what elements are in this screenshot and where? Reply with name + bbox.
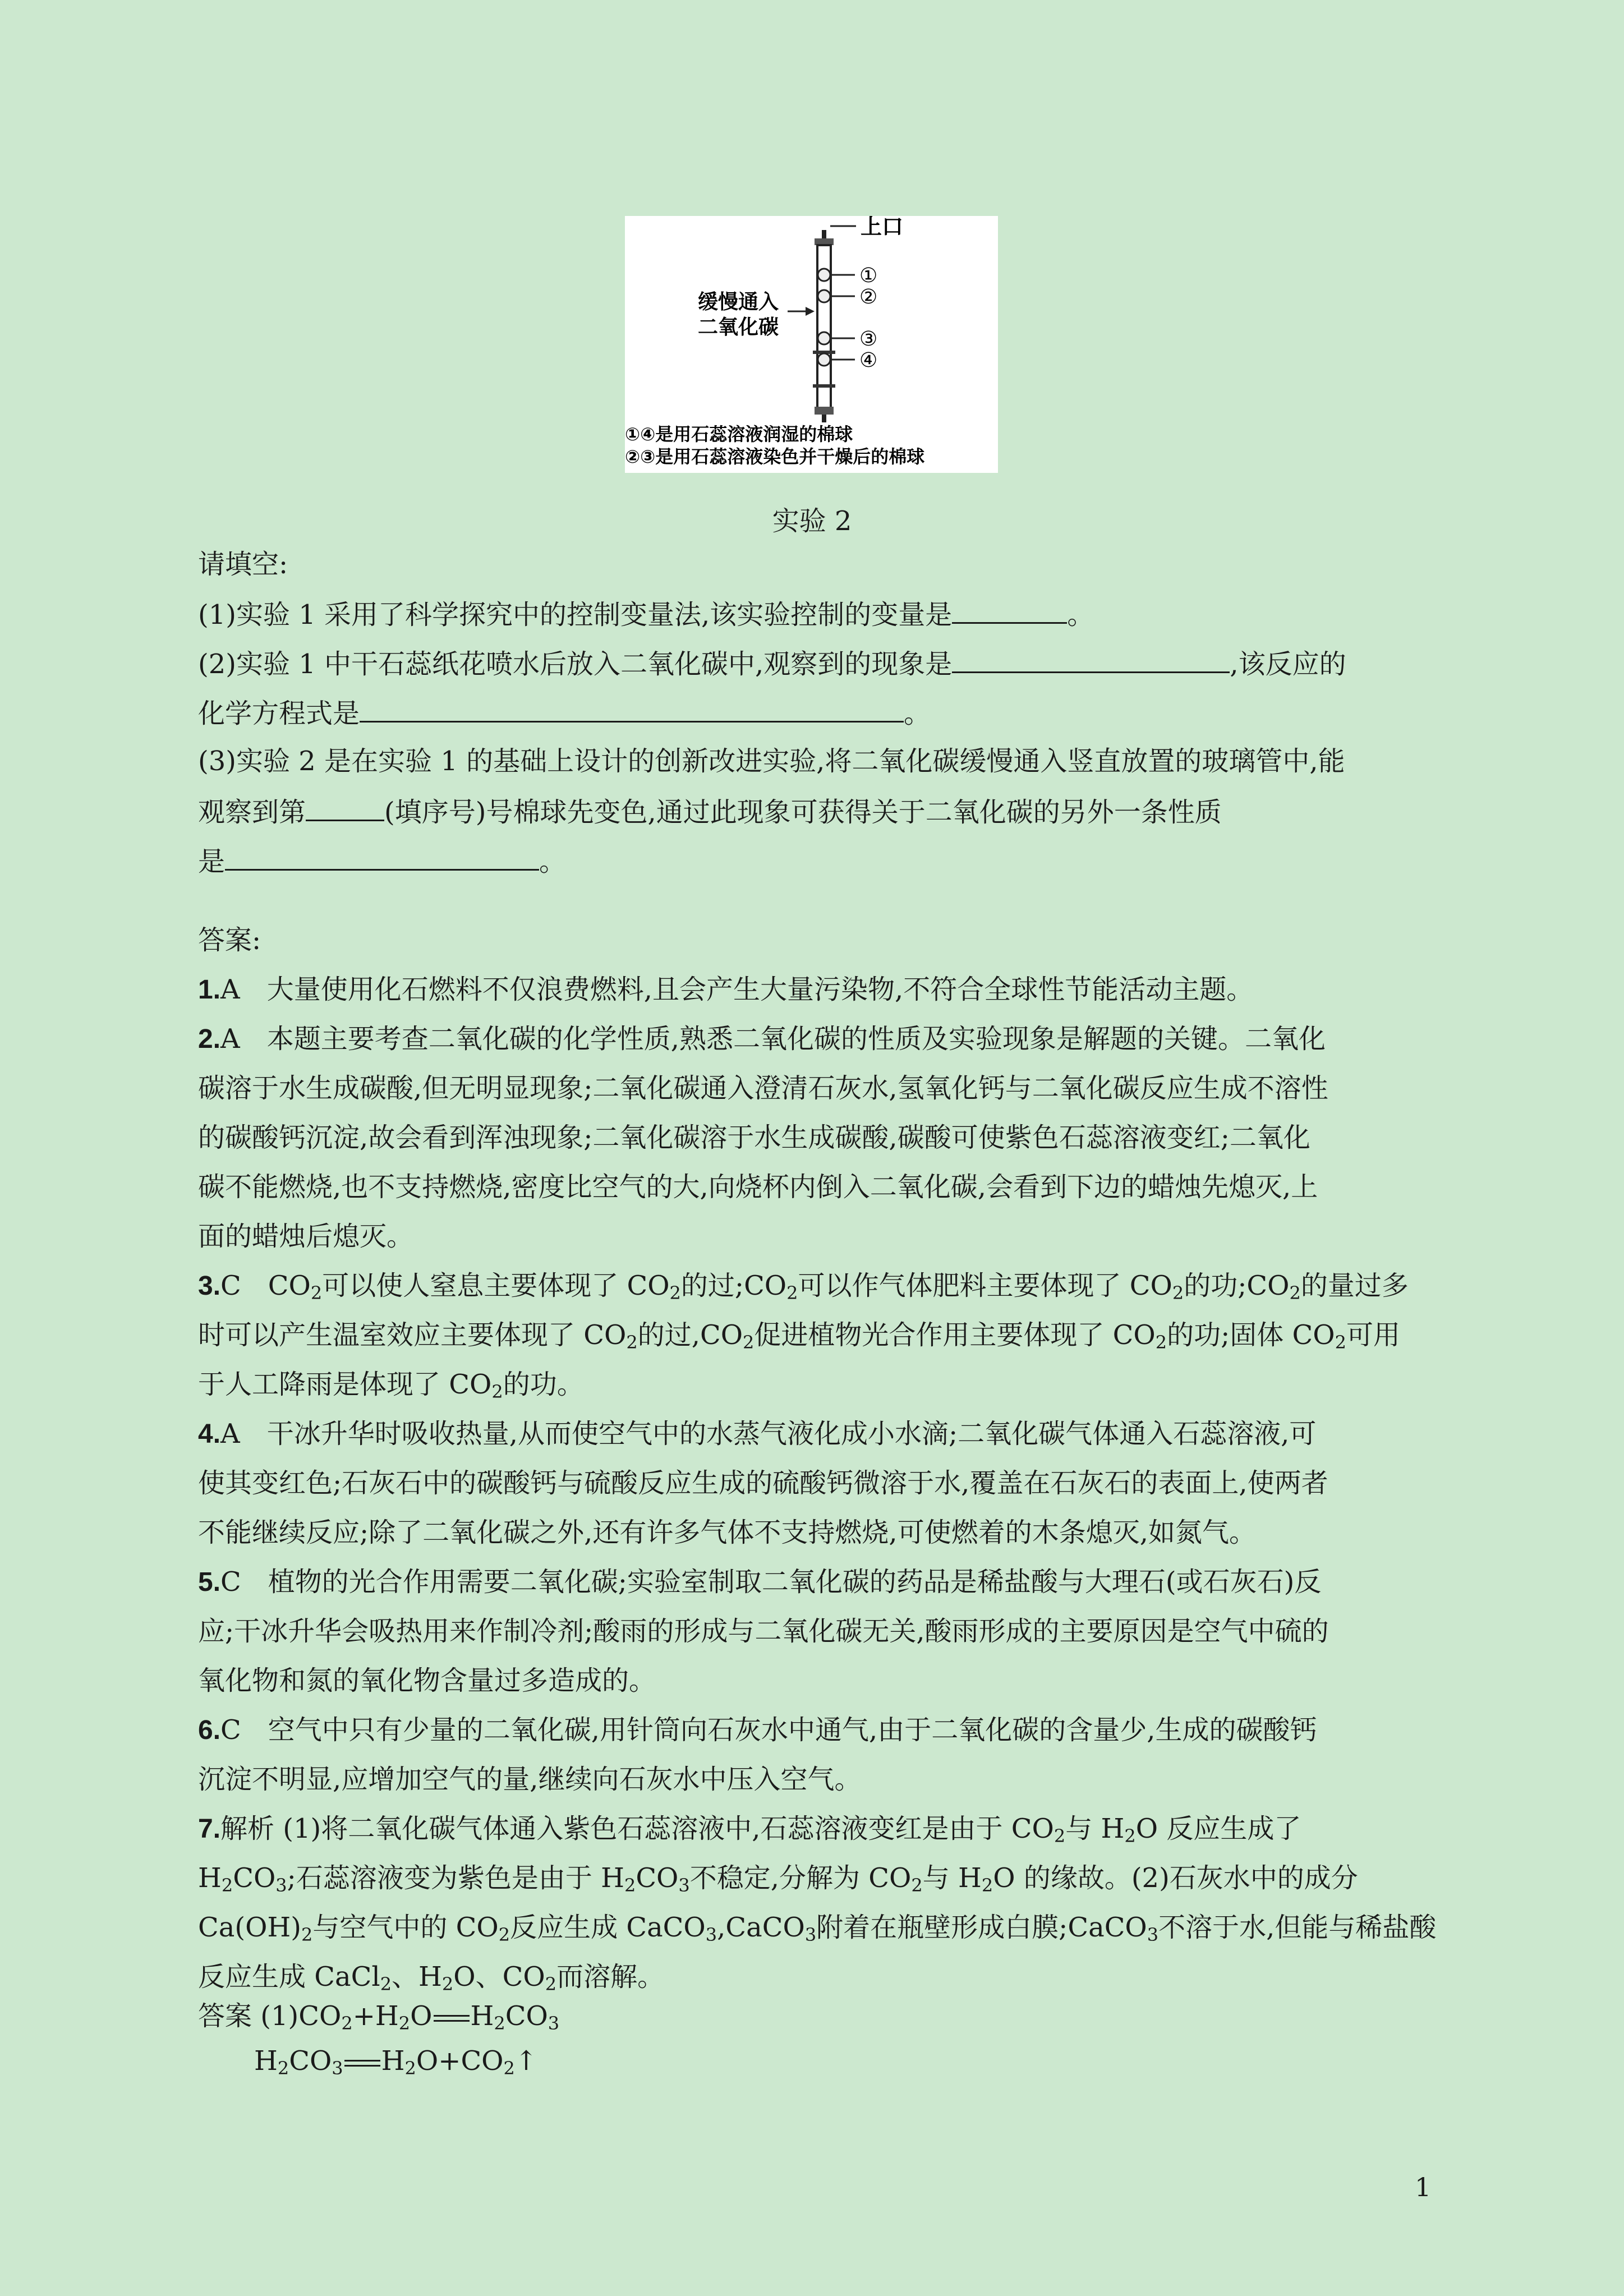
subscript: 2 bbox=[221, 1875, 233, 1896]
text-segment: +H bbox=[352, 2000, 399, 2032]
subscript: 2 bbox=[301, 1924, 313, 1945]
subscript: 2 bbox=[341, 2013, 353, 2034]
subscript: 2 bbox=[624, 1875, 636, 1896]
subscript: 2 bbox=[911, 1875, 923, 1896]
text-segment: CO bbox=[289, 2045, 332, 2077]
answer-7-text-2 bbox=[198, 1862, 1358, 1894]
answer-2-line4: 碳不能燃烧,也不支持燃烧,密度比空气的大,向烧杯内倒入二氧化碳,会看到下边的蜡烛先熄灭,上 bbox=[198, 1171, 1318, 1203]
answer-7-text-1 bbox=[220, 1813, 1301, 1847]
answer-2-line3: 的碳酸钙沉淀,故会看到浑浊现象;二氧化碳溶于水生成碳酸,碳酸可使紫色石蕊溶液变红;二氧化 bbox=[198, 1122, 1310, 1153]
answer-4-line3: 不能继续反应;除了二氧化碳之外,还有许多气体不支持燃烧,可使燃着的木条熄灭,如氮气。 bbox=[198, 1517, 1256, 1548]
gas-arrow-icon: ↑ bbox=[514, 2045, 538, 2077]
subscript: 2 bbox=[1289, 1282, 1301, 1304]
text-segment: 解析 (1)将二氧化碳气体通入紫色石蕊溶液中,石蕊溶液变红是由于 CO bbox=[220, 1813, 1054, 1844]
text-segment: 的过;CO bbox=[680, 1270, 787, 1301]
answer-2-number: 2. bbox=[198, 1024, 221, 1054]
text-segment: 的功;固体 CO bbox=[1167, 1319, 1335, 1351]
subscript: 2 bbox=[494, 2013, 505, 2034]
answer-6-number: 6. bbox=[198, 1715, 221, 1745]
subscript: 2 bbox=[1155, 1332, 1167, 1353]
subscript: 2 bbox=[743, 1332, 755, 1353]
answer-3-line3 bbox=[198, 1369, 584, 1402]
page-number: 1 bbox=[1415, 2172, 1432, 2202]
ball-label-2: ② bbox=[859, 286, 878, 309]
text-segment: 于人工降雨是体现了 CO bbox=[198, 1369, 492, 1400]
eq1-left bbox=[298, 2000, 432, 2032]
text-segment: H bbox=[470, 2000, 494, 2032]
subscript: 2 bbox=[498, 1924, 510, 1945]
q2-mid: ,该反应的 bbox=[1230, 648, 1346, 680]
text-segment: 而溶解。 bbox=[556, 1961, 665, 1993]
subscript: 3 bbox=[804, 1924, 817, 1945]
ball-label-4: ④ bbox=[859, 349, 878, 372]
q3-text-3: (填序号)号棉球先变色,通过此现象可获得关于二氧化碳的另外一条性质 bbox=[384, 797, 1222, 828]
eq2-left bbox=[254, 2045, 343, 2077]
answer-1-number: 1. bbox=[198, 975, 221, 1005]
text-segment: O 反应生成了 bbox=[1135, 1813, 1301, 1844]
text-segment: 可以作气体肥料主要体现了 CO bbox=[798, 1270, 1172, 1301]
answer-2-line2: 碳溶于水生成碳酸,但无明显现象;二氧化碳通入澄清石灰水,氢氧化钙与二氧化碳反应生成不溶性 bbox=[198, 1073, 1328, 1104]
q1-text: (1)实验 1 采用了科学探究中的控制变量法,该实验控制的变量是 bbox=[198, 599, 953, 631]
text-segment: 不溶于水,但能与稀盐酸 bbox=[1158, 1912, 1437, 1943]
text-segment: 促进植物光合作用主要体现了 CO bbox=[754, 1319, 1156, 1351]
inlet-label-line1: 缓慢通入 bbox=[698, 291, 779, 314]
answer-2-line1 bbox=[198, 1025, 1326, 1053]
answer-3-text-2 bbox=[198, 1319, 1400, 1351]
subscript: 2 bbox=[310, 1282, 323, 1304]
subscript: 2 bbox=[277, 2058, 289, 2079]
subscript: 3 bbox=[548, 2013, 560, 2034]
subscript: 2 bbox=[626, 1332, 638, 1353]
text-segment: 与 H bbox=[1065, 1813, 1125, 1844]
text-segment: 反应生成 CaCO bbox=[510, 1912, 706, 1943]
figure-note-1: ①④是用石蕊溶液润湿的棉球 bbox=[625, 424, 853, 445]
subscript: 2 bbox=[380, 1973, 392, 1995]
answer-3-line1 bbox=[198, 1270, 1409, 1304]
answer-1-text: A 大量使用化石燃料不仅浪费燃料,且会产生大量污染物,不符合全球性节能活动主题。 bbox=[220, 974, 1254, 1005]
question-2-line1 bbox=[198, 649, 1346, 678]
subscript: 2 bbox=[786, 1282, 798, 1304]
question-intro: 请填空: bbox=[198, 549, 288, 580]
answer-6-text-1: C 空气中只有少量的二氧化碳,用针筒向石灰水中通气,由于二氧化碳的含量少,生成的碳酸钙 bbox=[220, 1714, 1317, 1746]
answer-4-text-1: A 干冰升华时吸收热量,从而使空气中的水蒸气液化成小水滴;二氧化碳气体通入石蕊溶液,可 bbox=[220, 1418, 1317, 1450]
subscript: 2 bbox=[503, 2058, 515, 2079]
subscript: 2 bbox=[404, 2058, 416, 2079]
q1-end: 。 bbox=[1067, 599, 1094, 631]
inlet-arrow-icon bbox=[788, 307, 815, 316]
subscript: 2 bbox=[1172, 1282, 1184, 1304]
ball-label-1: ① bbox=[859, 264, 878, 287]
subscript: 2 bbox=[1053, 1825, 1066, 1847]
answer-3-line2 bbox=[198, 1319, 1400, 1353]
answer-1 bbox=[198, 976, 1253, 1004]
question-3-line2 bbox=[198, 797, 1222, 826]
answer-5-text-1: C 植物的光合作用需要二氧化碳;实验室制取二氧化碳的药品是稀盐酸与大理石(或石灰石)反 bbox=[220, 1566, 1322, 1598]
subscript: 2 bbox=[1124, 1825, 1136, 1847]
answer-4-number: 4. bbox=[198, 1419, 221, 1449]
q2-text-2: 化学方程式是 bbox=[198, 698, 360, 729]
answer-4-line2: 使其变红色;石灰石中的碳酸钙与硫酸反应生成的硫酸钙微溶于水,覆盖在石灰石的表面上,使两者 bbox=[198, 1467, 1328, 1499]
answer-4-line1 bbox=[198, 1420, 1316, 1448]
text-segment: H bbox=[254, 2045, 278, 2077]
answer-5-number: 5. bbox=[198, 1567, 221, 1597]
text-segment: O 的缘故。(2)石灰水中的成分 bbox=[993, 1862, 1358, 1894]
subscript: 2 bbox=[491, 1381, 503, 1402]
text-segment: O、CO bbox=[453, 1961, 545, 1993]
subscript: 3 bbox=[332, 2058, 343, 2079]
q3-text-4: 是 bbox=[198, 846, 226, 877]
question-1 bbox=[198, 599, 1094, 631]
text-segment: ;石蕊溶液变为紫色是由于 H bbox=[287, 1862, 624, 1894]
equals-sign-icon bbox=[344, 2060, 380, 2067]
answer-3-text-3 bbox=[198, 1369, 584, 1400]
text-segment: 的量过多 bbox=[1300, 1270, 1409, 1301]
answer-5-line1 bbox=[198, 1568, 1321, 1596]
top-label: 上口 bbox=[861, 216, 904, 239]
experiment-2-figure bbox=[625, 216, 998, 473]
text-segment: O+CO bbox=[416, 2045, 504, 2077]
text-segment: 的功;CO bbox=[1184, 1270, 1290, 1301]
text-segment: 可用 bbox=[1346, 1319, 1400, 1351]
subscript: 2 bbox=[669, 1282, 681, 1304]
text-segment: 可以使人窒息主要体现了 CO bbox=[322, 1270, 670, 1301]
answer-7-line2 bbox=[198, 1862, 1358, 1896]
answer-5-line3: 氧化物和氮的氧化物含量过多造成的。 bbox=[198, 1665, 656, 1696]
q3-blank-1 bbox=[306, 797, 384, 821]
text-segment: Ca(OH) bbox=[198, 1912, 302, 1943]
q3-text-2: 观察到第 bbox=[198, 797, 306, 828]
answer-7-equation-1 bbox=[198, 2000, 560, 2034]
subscript: 3 bbox=[1147, 1924, 1159, 1945]
question-2-line2 bbox=[198, 698, 931, 727]
q1-blank bbox=[952, 600, 1067, 624]
answer-5-line2: 应;干冰升华会吸热用来作制冷剂;酸雨的形成与二氧化碳无关,酸雨形成的主要原因是空气中硫的 bbox=[198, 1616, 1329, 1647]
question-3-line1: (3)实验 2 是在实验 1 的基础上设计的创新改进实验,将二氧化碳缓慢通入竖直放置的玻璃管中,能 bbox=[198, 746, 1345, 777]
q2-blank-1 bbox=[952, 649, 1230, 673]
text-segment: CO bbox=[636, 1862, 679, 1894]
subscript: 2 bbox=[441, 1973, 454, 1995]
apparatus-diagram bbox=[625, 216, 998, 473]
figure-caption: 实验 2 bbox=[772, 505, 852, 537]
subscript: 3 bbox=[678, 1875, 690, 1896]
eq1-right bbox=[471, 2000, 560, 2032]
answer-7-equation-2 bbox=[254, 2045, 538, 2079]
q2-text: (2)实验 1 中干石蕊纸花喷水后放入二氧化碳中,观察到的现象是 bbox=[198, 648, 953, 680]
text-segment: 的过,CO bbox=[637, 1319, 743, 1351]
answer-7-text-4 bbox=[198, 1961, 664, 1993]
q2-end: 。 bbox=[904, 698, 931, 729]
text-segment: 反应生成 CaCl bbox=[198, 1961, 380, 1993]
text-segment: H bbox=[198, 1862, 222, 1894]
answer-7-text-3 bbox=[198, 1912, 1436, 1943]
inlet-label-line2: 二氧化碳 bbox=[698, 316, 779, 339]
text-segment: ,CaCO bbox=[717, 1912, 805, 1943]
answer-7-label: 答案 (1) bbox=[198, 2000, 299, 2032]
subscript: 2 bbox=[545, 1973, 557, 1995]
answer-2-line5: 面的蜡烛后熄灭。 bbox=[198, 1221, 414, 1252]
text-segment: 的功。 bbox=[503, 1369, 584, 1400]
text-segment: C CO bbox=[220, 1270, 311, 1301]
text-segment: 时可以产生温室效应主要体现了 CO bbox=[198, 1319, 627, 1351]
text-segment: 与 H bbox=[922, 1862, 982, 1894]
subscript: 2 bbox=[398, 2013, 411, 2034]
question-3-line3 bbox=[198, 846, 566, 875]
answer-7-line1 bbox=[198, 1813, 1301, 1847]
answer-7-line4 bbox=[198, 1961, 665, 1995]
text-segment: CO bbox=[505, 2000, 548, 2032]
glass-tube bbox=[813, 230, 835, 422]
subscript: 3 bbox=[275, 1875, 287, 1896]
answers-heading: 答案: bbox=[198, 924, 261, 956]
answer-6-line1 bbox=[198, 1714, 1317, 1746]
equals-sign-icon bbox=[434, 2015, 470, 2022]
q3-blank-2 bbox=[225, 846, 539, 871]
text-segment: H bbox=[381, 2045, 405, 2077]
text-segment: 、H bbox=[392, 1961, 442, 1993]
answer-3-text-1 bbox=[220, 1270, 1409, 1304]
text-segment: O bbox=[410, 2000, 433, 2032]
subscript: 2 bbox=[1335, 1332, 1346, 1353]
q2-blank-2 bbox=[360, 698, 904, 723]
text-segment: CO bbox=[298, 2000, 342, 2032]
q3-end: 。 bbox=[539, 846, 567, 877]
answer-7-number: 7. bbox=[198, 1814, 221, 1844]
answer-3-number: 3. bbox=[198, 1271, 221, 1301]
text-segment: 与空气中的 CO bbox=[312, 1912, 499, 1943]
text-segment: CO bbox=[233, 1862, 276, 1894]
subscript: 2 bbox=[981, 1875, 993, 1896]
eq2-right bbox=[381, 2045, 515, 2077]
answer-2-text-1: A 本题主要考查二氧化碳的化学性质,熟悉二氧化碳的性质及实验现象是解题的关键。二氧化 bbox=[220, 1023, 1326, 1055]
ball-label-3: ③ bbox=[859, 328, 878, 351]
answer-6-line2: 沉淀不明显,应增加空气的量,继续向石灰水中压入空气。 bbox=[198, 1764, 862, 1795]
subscript: 3 bbox=[705, 1924, 717, 1945]
figure-note-2: ②③是用石蕊溶液染色并干燥后的棉球 bbox=[625, 446, 925, 467]
answer-7-line3 bbox=[198, 1912, 1437, 1945]
text-segment: 不稳定,分解为 CO bbox=[689, 1862, 912, 1894]
text-segment: 附着在瓶壁形成白膜;CaCO bbox=[816, 1912, 1147, 1943]
